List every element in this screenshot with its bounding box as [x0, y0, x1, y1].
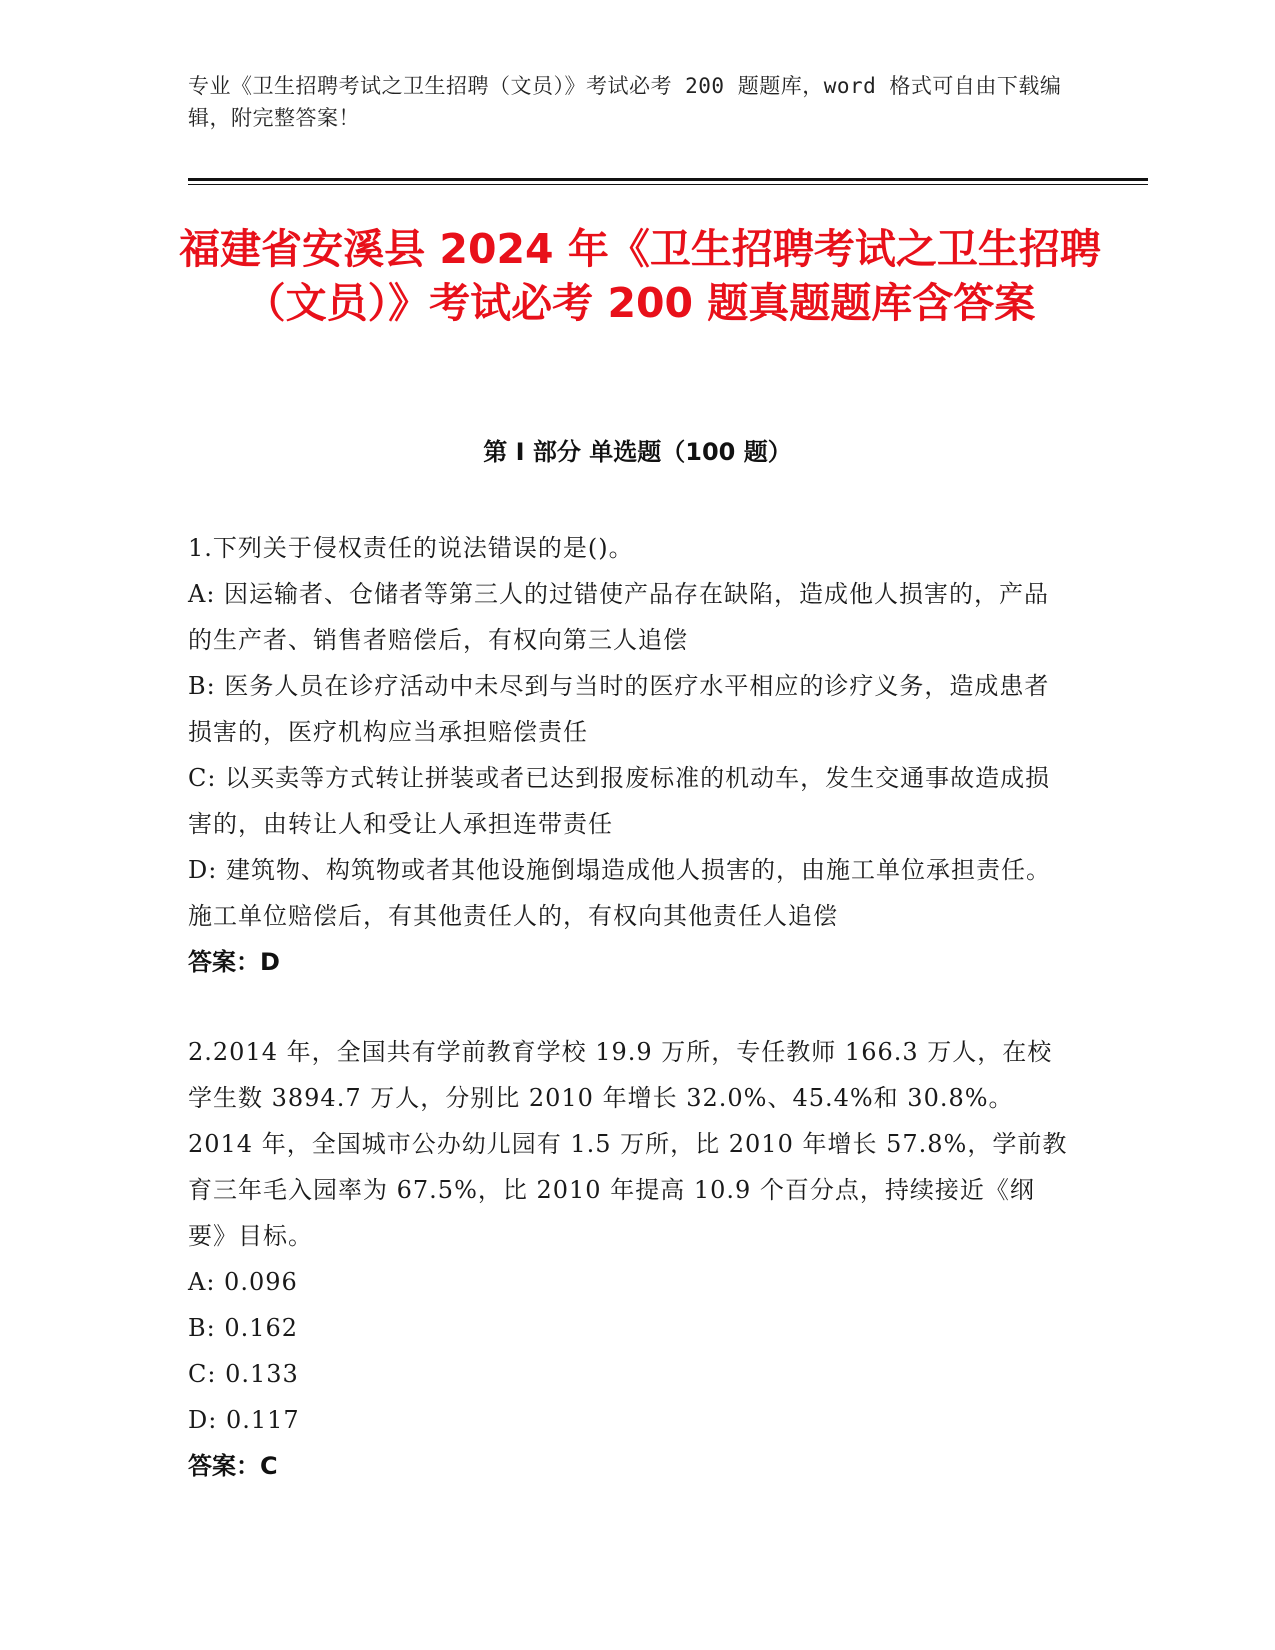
option-d: D: 0.117 [188, 1406, 300, 1434]
answer: 答案：C [188, 1452, 278, 1480]
option-c: C: 0.133 [188, 1360, 299, 1388]
option-a: A: 0.096 [188, 1268, 298, 1296]
question-list [188, 525, 1068, 1533]
option-d: D: 建筑物、构筑物或者其他设施倒塌造成他人损害的，由施工单位承担责任。施工单位赔偿后，有其他责任人的，有权向其他责任人追偿 [188, 856, 1051, 930]
question-2 [188, 1029, 1068, 1489]
question-1 [188, 525, 1068, 985]
header-rule-thin [188, 184, 1148, 185]
header-note: 专业《卫生招聘考试之卫生招聘（文员）》考试必考 200 题题库，word 格式可自由下载编辑，附完整答案！ [188, 74, 1062, 130]
question-stem: 1.下列关于侵权责任的说法错误的是()。 [188, 534, 634, 562]
section-title: 第 I 部分 单选题（100 题） [483, 438, 792, 466]
option-b: B: 医务人员在诊疗活动中未尽到与当时的医疗水平相应的诊疗义务，造成患者损害的，医疗机构应当承担赔偿责任 [188, 672, 1050, 746]
answer: 答案：D [188, 948, 280, 976]
option-a: A: 因运输者、仓储者等第三人的过错使产品存在缺陷，造成他人损害的，产品的生产者、销售者赔偿后，有权向第三人追偿 [188, 580, 1050, 654]
option-c: C: 以买卖等方式转让拼装或者已达到报废标准的机动车，发生交通事故造成损害的，由转让人和受让人承担连带责任 [188, 764, 1051, 838]
header-rule-thick [188, 178, 1148, 181]
document-title: 福建省安溪县 2024 年《卫生招聘考试之卫生招聘（文员）》考试必考 200 题真题题库含答案 [179, 225, 1101, 327]
question-stem: 2.2014 年，全国共有学前教育学校 19.9 万所，专任教师 166.3 万人，在校学生数 3894.7 万人，分别比 2010 年增长 32.0%、45.4%和 30.8%。2014 年，全国城市公办幼儿园有 1.5 万所，比 2010 年增长 57.8%，学前教育三年毛入园率为 67.5%，比 2010 年提高 10.9 个百分点，持续接近《纲要》目标。 [188, 1038, 1068, 1250]
option-b: B: 0.162 [188, 1314, 299, 1342]
